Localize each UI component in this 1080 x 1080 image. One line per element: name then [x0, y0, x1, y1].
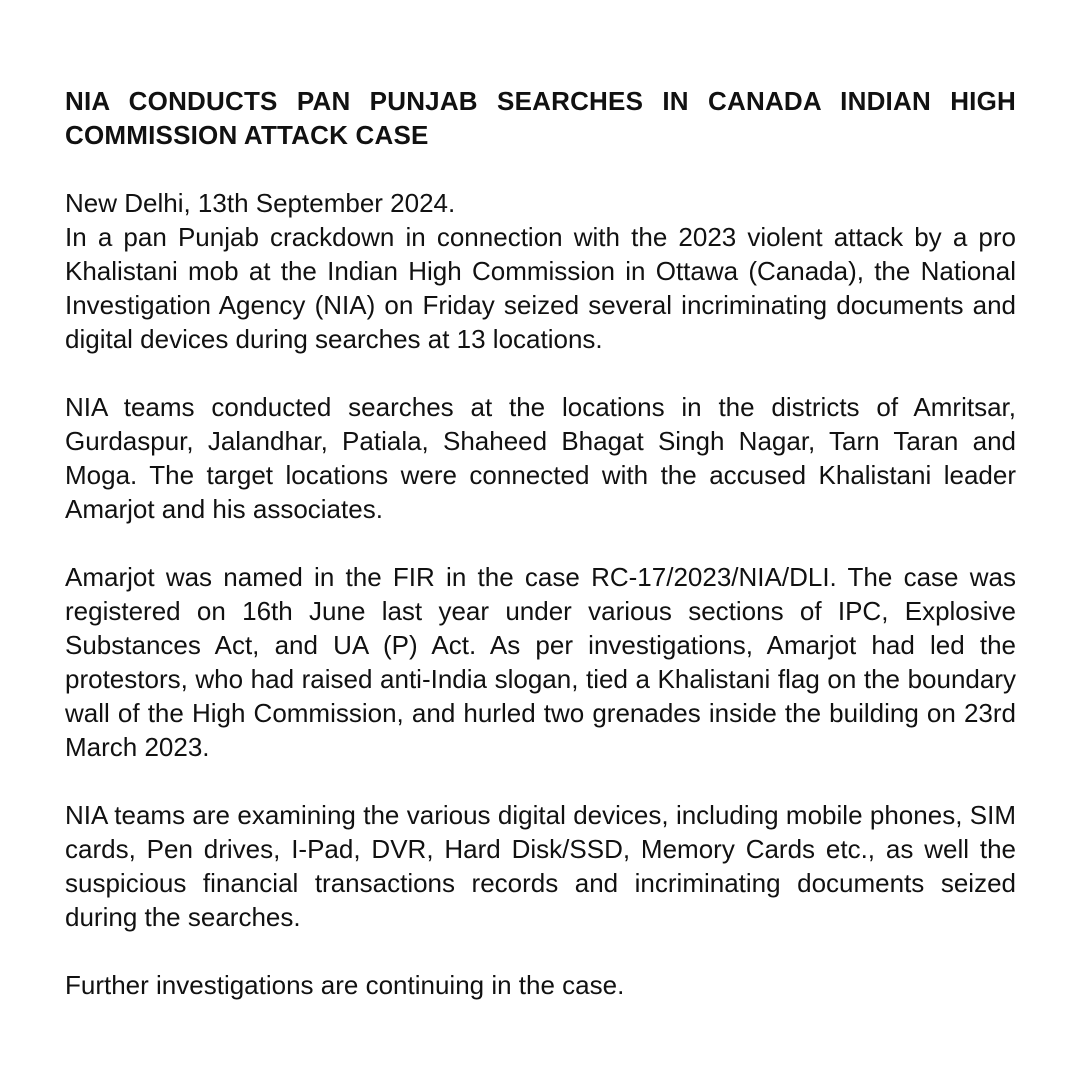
dateline: New Delhi, 13th September 2024. [65, 188, 456, 218]
headline: NIA CONDUCTS PAN PUNJAB SEARCHES IN CANADA INDIAN HIGH COMMISSION ATTACK CASE [65, 86, 1016, 150]
paragraph-intro: In a pan Punjab crackdown in connection with the 2023 violent attack by a pro Khalistani mob at the Indian High Commission in Ottawa (Canada), the National Investigation Agency (NIA) on Friday seized several incriminating documents and digital devices during searches at 13 locations. [65, 222, 1016, 354]
paragraph-seized-items: NIA teams are examining the various digital devices, including mobile phones, SIM cards, Pen drives, I-Pad, DVR, Hard Disk/SSD, Memory Cards etc., as well the suspicious financial transactions records and incriminating documents seized during the searches. [65, 800, 1016, 932]
paragraph-search-locations: NIA teams conducted searches at the locations in the districts of Amritsar, Gurdaspur, Jalandhar, Patiala, Shaheed Bhagat Singh Nagar, Tarn Taran and Moga. The target locations were connected with the accused Khalistani leader Amarjot and his associates. [65, 392, 1016, 524]
paragraph-conclusion: Further investigations are continuing in the case. [65, 970, 625, 1000]
paragraph-case-details: Amarjot was named in the FIR in the case RC-17/2023/NIA/DLI. The case was registered on 16th June last year under various sections of IPC, Explosive Substances Act, and UA (P) Act. As per investigations, Amarjot had led the protestors, who had raised anti-India slogan, tied a Khalistani flag on the boundary wall of the High Commission, and hurled two grenades inside the building on 23rd March 2023. [65, 562, 1016, 762]
